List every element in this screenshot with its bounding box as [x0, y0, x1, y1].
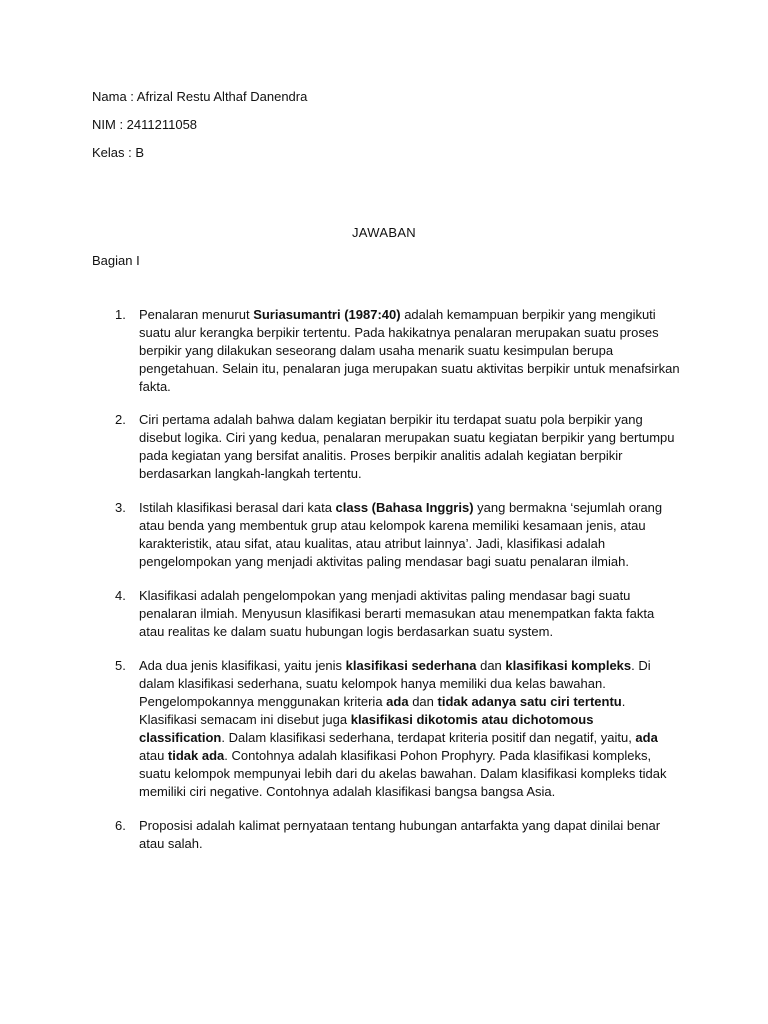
answer-item-3	[92, 499, 682, 571]
bold-text: ada	[635, 730, 658, 745]
text-run: . Klasifikasi semacam ini disebut juga	[139, 694, 626, 727]
student-nim: NIM : 2411211058	[92, 117, 198, 132]
text-run: Penalaran menurut	[139, 307, 254, 322]
answer-number: 6.	[115, 818, 126, 833]
answer-number: 2.	[115, 412, 126, 427]
bold-text: klasifikasi sederhana	[345, 658, 477, 673]
answer-item-4	[92, 587, 682, 641]
student-class: Kelas : B	[92, 145, 145, 160]
bold-text: klasifikasi kompleks	[505, 658, 632, 673]
bold-text: tidak adanya satu ciri tertentu	[437, 694, 622, 709]
text-run: . Dalam klasifikasi sederhana, terdapat kriteria positif dan negatif, yaitu,	[221, 730, 636, 745]
section-label: Bagian I	[92, 253, 140, 268]
bold-text: ada	[386, 694, 409, 709]
bold-text: class (Bahasa Inggris)	[335, 500, 474, 515]
text-run: Istilah klasifikasi berasal dari kata	[139, 500, 336, 515]
text-run: dan	[476, 658, 506, 673]
answer-number: 3.	[115, 500, 126, 515]
text-run: Proposisi adalah kalimat pernyataan tentang hubungan antarfakta yang dapat dinilai benar atau salah.	[139, 818, 661, 851]
answer-item-2	[92, 411, 682, 483]
bold-text: Suriasumantri (1987:40)	[253, 307, 401, 322]
bold-text: klasifikasi dikotomis atau dichotomous classification	[139, 712, 594, 745]
text-run: adalah kemampuan berpikir yang mengikuti suatu alur kerangka berpikir tertentu. Pada hakikatnya penalaran merupakan suatu proses berpikir yang dilakukan seseorang dalam usaha menarik suatu kesimpulan berupa pengetahuan. Selain itu, penalaran juga merupakan suatu aktivitas berpikir untuk menafsirkan fakta.	[139, 307, 680, 394]
text-run: . Di dalam klasifikasi sederhana, suatu kelompok hanya memiliki dua kelas bawahan. Pengelompokannya menggunakan kriteria	[139, 658, 651, 709]
answer-text	[139, 657, 682, 801]
student-name: Nama : Afrizal Restu Althaf Danendra	[92, 89, 308, 104]
text-run: Ada dua jenis klasifikasi, yaitu jenis	[139, 658, 346, 673]
answer-number: 4.	[115, 588, 126, 603]
answer-text	[139, 499, 682, 571]
answer-text	[139, 817, 682, 853]
answer-text	[139, 411, 682, 483]
answer-text	[139, 306, 682, 396]
text-run: Ciri pertama adalah bahwa dalam kegiatan berpikir itu terdapat suatu pola berpikir yang disebut logika. Ciri yang kedua, penalaran merupakan suatu kegiatan berpikir yang bertumpu pada kegiatan yang bersifat analitis. Proses berpikir analitis adalah kegiatan berpikir berdasarkan langkah-langkah tertentu.	[139, 412, 675, 481]
text-run: dan	[408, 694, 438, 709]
answer-item-5	[92, 657, 682, 801]
bold-text: tidak ada	[167, 748, 225, 763]
answer-number: 5.	[115, 658, 126, 673]
text-run: yang bermakna ‘sejumlah orang atau benda yang membentuk grup atau kelompok karena memiliki kesamaan jenis, atau karakteristik, atau sifat, atau kualitas, atau atribut lainnya’. Jadi, klasifikasi adalah pengelompokan yang menjadi aktivitas paling mendasar bagi suatu penalaran ilmiah.	[139, 500, 663, 569]
text-run: . Contohnya adalah klasifikasi Pohon Prophyry. Pada klasifikasi kompleks, suatu kelompok mempunyai lebih dari du akelas bawahan. Dalam klasifikasi kompleks tidak memiliki ciri negative. Contohnya adalah klasifikasi bangsa bangsa Asia.	[139, 748, 667, 799]
answer-item-1	[92, 306, 682, 396]
answer-text	[139, 587, 682, 641]
text-run: Klasifikasi adalah pengelompokan yang menjadi aktivitas paling mendasar bagi suatu penalaran ilmiah. Menyusun klasifikasi berarti memasukan atau menempatkan fakta fakta atau realitas ke dalam suatu hubungan logis berdasarkan suatu system.	[139, 588, 655, 639]
text-run: atau	[139, 748, 168, 763]
document-title: JAWABAN	[352, 225, 416, 240]
answer-number: 1.	[115, 307, 126, 322]
answer-item-6	[92, 817, 682, 853]
